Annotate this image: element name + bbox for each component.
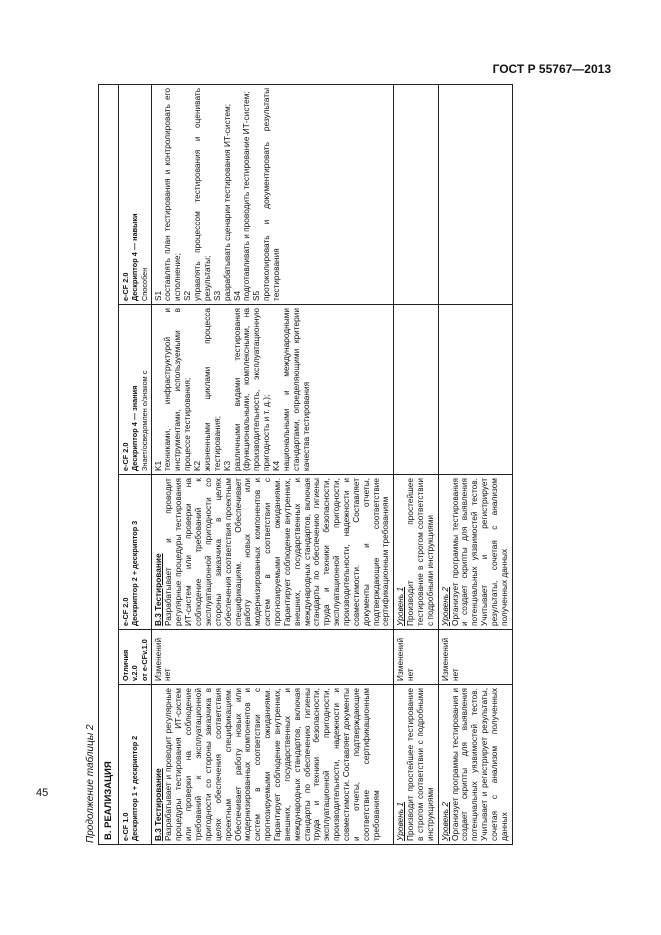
table-cell xyxy=(394,305,438,475)
cell-title: B.3 Тестирование xyxy=(152,553,163,626)
knowledge-text: национальными и международными стандартами, определяющими критерии качества тестирования xyxy=(280,308,311,471)
header-row xyxy=(119,84,151,844)
cell-text: Производит простейшее тестирование в строгом соответствии с подробными инструкциями xyxy=(405,478,435,626)
column-header xyxy=(119,685,151,845)
cell-text: Изменений нет xyxy=(395,637,416,681)
knowledge-cell xyxy=(151,305,394,475)
table-cell xyxy=(394,475,438,630)
table-cell xyxy=(438,84,512,304)
column-header-line: e-CF 2.0 xyxy=(121,597,131,626)
column-header-line: Дескриптор 1 + дескриптор 2 xyxy=(130,735,140,841)
skill-code: S4 xyxy=(231,290,242,301)
skill-text: разрабатывать сценарии тестирования ИТ-систем; xyxy=(221,103,232,301)
column-header-line: Знает/осведомлен о/знаком с xyxy=(139,370,149,471)
knowledge-code: K3 xyxy=(221,460,232,471)
section-title: B. РЕАЛИЗАЦИЯ xyxy=(99,84,119,844)
table-cell xyxy=(438,305,512,475)
skill-text: протоколировать и документировать результаты тестирования xyxy=(261,87,281,301)
level-label: Уровень 2 xyxy=(439,586,450,626)
skills-cell xyxy=(151,84,394,304)
document-standard-number: ГОСТ Р 55767—2013 xyxy=(492,62,611,76)
table-cell xyxy=(394,685,438,845)
column-header xyxy=(119,630,151,685)
table-row xyxy=(438,84,512,844)
skill-code: S1 xyxy=(152,290,163,301)
skill-code: S3 xyxy=(211,290,222,301)
skill-text: подготавливать и проводить тестирование ИТ-систем; xyxy=(241,91,252,301)
knowledge-code: K1 xyxy=(152,460,163,471)
table-cell xyxy=(438,475,512,630)
cell-text: Организует программы тестирования и создает скрипты для выявления потенциальных уязвимостей тестов. Учитывает и регистрирует результаты, сочетая с анализом полученных данных xyxy=(449,478,509,626)
column-header-line: Дескриптор 4 — знания xyxy=(130,385,140,471)
table-cell xyxy=(394,84,438,304)
column-header xyxy=(119,84,151,304)
column-header-line: Дескриптор 2 + дескриптор 3 xyxy=(130,520,140,626)
table-cell xyxy=(151,685,394,845)
level-label: Уровень 2 xyxy=(439,801,450,841)
competence-table xyxy=(98,84,513,845)
table-cell xyxy=(438,685,512,845)
column-header-line: от e-CFv.1.0 xyxy=(139,639,149,681)
page-number: 45 xyxy=(36,787,49,799)
knowledge-text: различными видами тестирования (функциональными, комплексными, на производительность, эксплуатационную пригодность и т. д.); xyxy=(231,308,272,471)
column-header-line: Отличия v.2.0 xyxy=(121,649,140,681)
level-label: Уровень 1 xyxy=(395,586,406,626)
cell-title: B.3 Тестирование xyxy=(152,768,163,841)
skill-text: управлять процессом тестирования и оценивать результаты; xyxy=(192,87,212,301)
column-header-line: e-CF 1.0 xyxy=(121,812,131,841)
rotated-table-block xyxy=(83,85,513,845)
cell-text: Производит простейшее тестирование в строгом соответствии с подробными инструкциями xyxy=(405,688,435,841)
section-row xyxy=(99,84,119,844)
column-header-line: Дескриптор 4 — навыки xyxy=(130,213,140,301)
table-caption: Продолжение таблицы 2 xyxy=(85,724,96,843)
column-header-line: e-CF 2.0 xyxy=(121,272,131,301)
table-cell xyxy=(438,630,512,685)
column-header-line: Способен xyxy=(139,267,149,301)
cell-text: Изменений нет xyxy=(152,637,173,681)
table-cell xyxy=(151,475,394,630)
cell-text: Разрабатывает и проводит регулярные процедуры тестирования ИТ-систем или проверки на соблюдение требований к эксплуатационной пригодности со стороны заказчика в целях обеспечения соответствия проектным спецификациям. Обеспечивает работу новых или модернизированных компонентов и систем в соответствии с прогнозируемыми ожиданиями. Гарантирует соблюдение внутренних, внешних, государственных и международных стандартов, включая стандарты по обеспечению гигиены труда и техники безопасности, эксплуатационной пригодности, производительности, надежности и совместимости. Составляет документы и отчеты, подтверждающие соответствие сертификационным требованиям xyxy=(163,478,391,626)
skill-text: составлять план тестирования и контролировать его исполнение; xyxy=(162,87,183,301)
cell-text: Изменений нет xyxy=(439,637,460,681)
column-header-line: e-CF 2.0 xyxy=(121,442,131,471)
level-label: Уровень 1 xyxy=(395,801,406,841)
column-header xyxy=(119,305,151,475)
table-cell xyxy=(394,630,438,685)
knowledge-code: K4 xyxy=(270,460,281,471)
cell-text: Организует программы тестирования и создает скрипты для выявления потенциальных уязвимостей тестов. Учитывает и регистрирует результаты, сочетая с анализом полученных данных xyxy=(449,688,509,841)
table-row xyxy=(151,84,394,844)
table-row xyxy=(394,84,438,844)
knowledge-text: техниками, инфраструктурой и инструментами, используемыми в процессе тестирования; xyxy=(162,308,193,471)
knowledge-text: жизненными циклами процесса тестирования; xyxy=(201,308,222,471)
skill-code: S2 xyxy=(182,290,193,301)
column-header xyxy=(119,475,151,630)
skill-code: S5 xyxy=(251,290,262,301)
cell-text: Разрабатывает и проводит регулярные процедуры тестирования ИТ-систем или проверки на соблюдение требований к эксплуатационной пригодности со стороны заказчика в целях обеспечения соответствия проектным спецификациям. Обеспечивает работу новых или модернизированных компонентов и систем в соответствии с прогнозируемыми ожиданиями. Гарантирует соблюдение внутренних, внешних, государственных и международных стандартов, включая стандарты по обеспечению гигиены труда и техники безопасности, эксплуатационной пригодности, производительности, надежности и совместимости. Составляет документы и отчеты, подтверждающие соответствие сертификационным требованиям xyxy=(163,688,381,841)
knowledge-code: K2 xyxy=(192,460,203,471)
table-cell xyxy=(151,630,394,685)
